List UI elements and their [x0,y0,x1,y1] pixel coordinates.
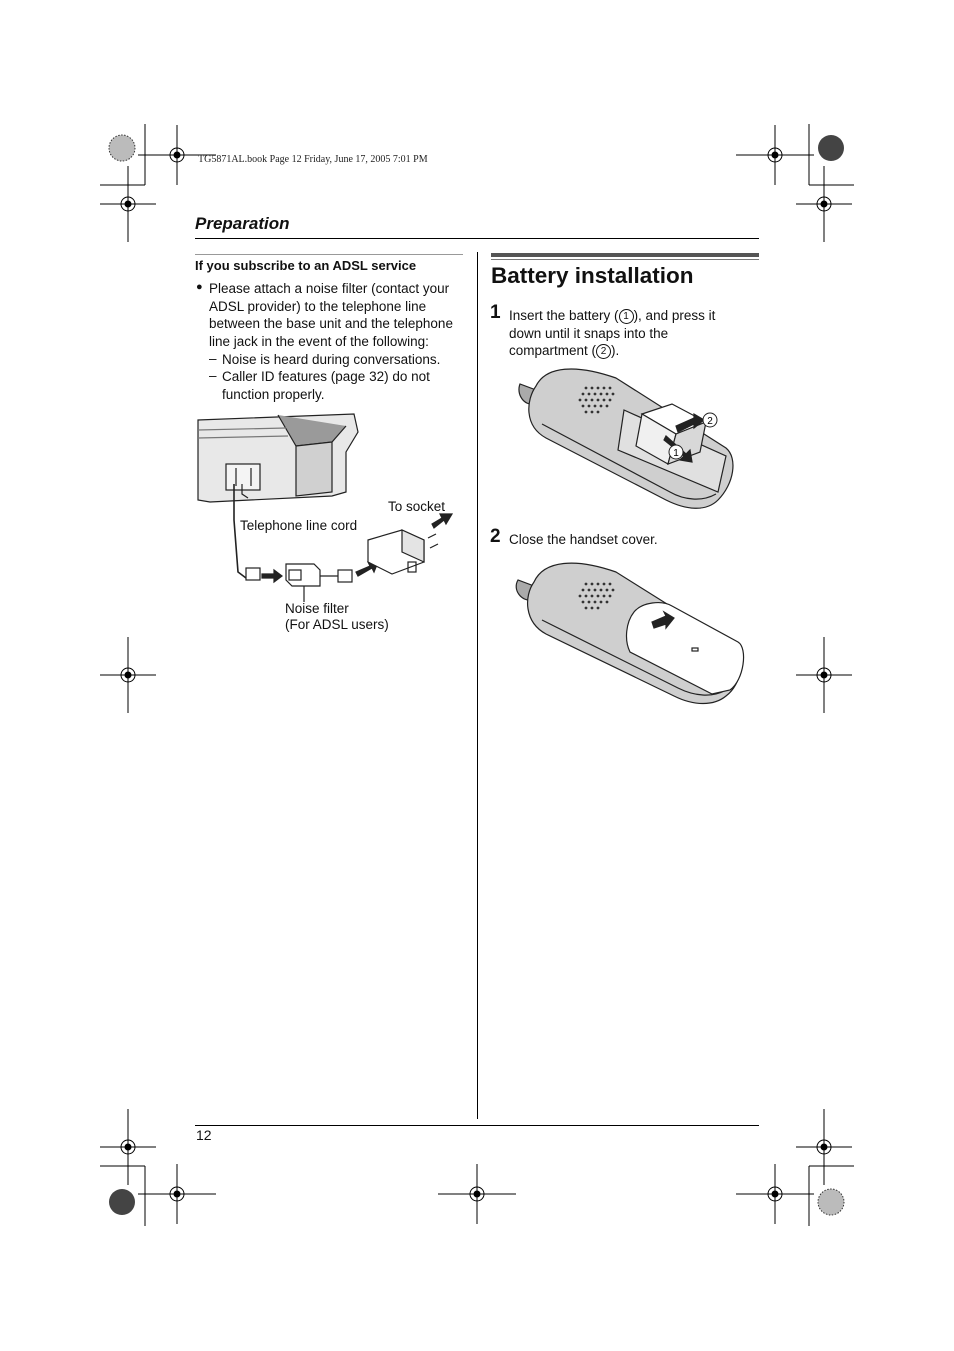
adsl-item-2: Caller ID features (page 32) do not function properly. [222,369,430,402]
title-rule-thin [491,259,759,260]
battery-insert-illustration [506,364,756,514]
column-divider [477,252,478,1119]
label-line-cord: Telephone line cord [240,518,358,533]
footer-rule [195,1125,759,1126]
header-rule [195,238,759,239]
dash-icon: – [209,368,217,383]
step-1-text-a: Insert the battery ( [509,308,619,323]
adsl-item-1: Noise is heard during conversations. [222,352,441,367]
dash-icon: – [209,351,217,366]
bullet-icon: ● [196,281,203,293]
svg-text:1: 1 [673,448,679,459]
label-to-socket: To socket [388,499,446,514]
adsl-heading: If you subscribe to an ADSL service [195,258,417,273]
page-number: 12 [196,1127,212,1143]
step-2-text: Close the handset cover. [509,532,658,547]
step-1-text-b: ), and press it down until it snaps into the compartment ( [509,308,716,359]
svg-text:2: 2 [707,416,713,427]
close-cover-illustration [502,556,752,706]
file-header: TG5871AL.book Page 12 Friday, June 17, 2005 7:01 PM [198,154,428,165]
title-rule-thick [491,253,759,257]
step-1-text [509,307,745,360]
step-2-number: 2 [490,526,501,547]
left-column-rule [195,254,463,255]
label-adsl-users: (For ADSL users) [285,617,389,632]
step-1-number: 1 [490,302,501,323]
adsl-bullet-text: Please attach a noise filter (contact your ADSL provider) to the telephone line between the base unit and the telephone line jack in the event of the following: [209,281,453,350]
marker-2-icon: 2 [596,344,611,359]
marker-1-icon: 1 [619,309,634,324]
section-title: Preparation [195,214,290,233]
step-1-text-c: ). [611,343,620,359]
page-title: Battery installation [491,263,694,288]
label-noise-filter: Noise filter [285,601,349,616]
